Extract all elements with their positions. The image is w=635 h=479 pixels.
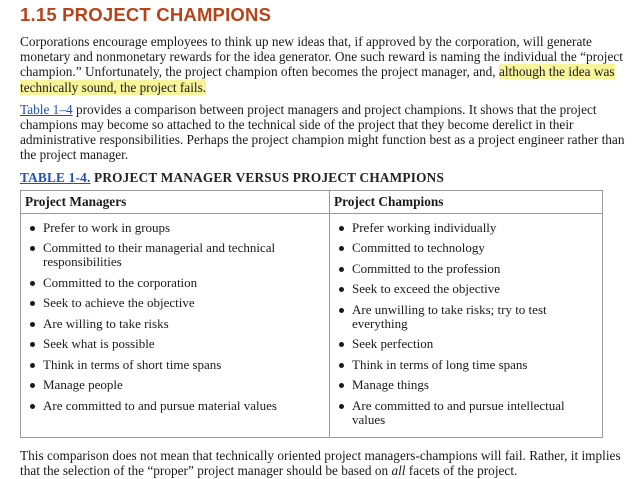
champions-list [330, 214, 602, 438]
comparison-text: provides a comparison between project managers and project champions. It shows that the project champions may become so attached to the technical side of the project that they become derelict in their administrative responsibilities. Perhaps the project champion might function best as a project engineer rather than the project manager. [20, 101, 625, 163]
list-item-text: Prefer to work in groups [43, 219, 171, 235]
list-item-text: Committed to the corporation [43, 274, 198, 290]
list-item-text: Think in terms of short time spans [43, 356, 222, 372]
list-item-text: Seek what is possible [43, 336, 155, 352]
section-title: 1.15 PROJECT CHAMPIONS [20, 4, 272, 25]
list-item-text: Seek to achieve the objective [43, 295, 195, 311]
bullet-icon [30, 342, 35, 347]
list-item-text: Seek perfection [352, 336, 434, 352]
list-item-text: Think in terms of long time spans [352, 356, 528, 372]
conclusion-text-end: facets of the project. [405, 463, 518, 479]
bullet-icon [30, 246, 35, 251]
intro-paragraph [20, 34, 635, 95]
list-item-text: Manage people [43, 377, 123, 393]
header-project-managers: Project Managers [21, 190, 330, 213]
list-item [25, 276, 325, 290]
highlighted-text[interactable]: although the idea was technically sound, the project fails. [20, 64, 615, 95]
list-item [334, 282, 598, 296]
emphasis-text: all [391, 463, 406, 479]
bullet-icon [339, 287, 344, 292]
list-item-text: Committed to the profession [352, 260, 501, 276]
bullet-icon [30, 404, 35, 409]
comparison-paragraph [20, 102, 635, 163]
list-item [25, 221, 325, 235]
bullet-icon [339, 383, 344, 388]
bullet-icon [30, 281, 35, 286]
list-item-text: Are unwilling to take risks; try to test everything [352, 301, 547, 331]
table-1-4-link[interactable]: Table 1–4 [20, 101, 73, 117]
list-item [334, 241, 598, 255]
bullet-icon [30, 322, 35, 327]
bullet-icon [339, 226, 344, 231]
list-item [25, 317, 325, 331]
bullet-icon [339, 342, 344, 347]
list-item [25, 296, 325, 310]
list-item-text: Are committed to and pursue intellectual values [352, 397, 565, 427]
managers-list [21, 214, 329, 424]
list-item [334, 378, 598, 392]
bullet-icon [339, 363, 344, 368]
bullet-icon [30, 363, 35, 368]
table-header-row [21, 190, 603, 213]
champions-cell [330, 213, 603, 438]
list-item [334, 221, 598, 235]
bullet-icon [30, 226, 35, 231]
list-item-text: Committed to technology [352, 240, 485, 256]
table-body-row [21, 213, 603, 438]
list-item-text: Manage things [352, 377, 429, 393]
bullet-icon [339, 308, 344, 313]
comparison-table [20, 190, 603, 439]
list-item [25, 399, 325, 413]
list-item [334, 303, 598, 331]
list-item [25, 241, 325, 269]
list-item [25, 378, 325, 392]
list-item-text: Committed to their managerial and technical responsibilities [43, 240, 276, 270]
list-item-text: Are committed to and pursue material values [43, 397, 277, 413]
list-item [334, 262, 598, 276]
header-project-champions: Project Champions [330, 190, 603, 213]
bullet-icon [339, 267, 344, 272]
list-item-text: Seek to exceed the objective [352, 281, 500, 297]
bullet-icon [30, 383, 35, 388]
list-item [334, 358, 598, 372]
list-item [25, 358, 325, 372]
bullet-icon [339, 246, 344, 251]
bullet-icon [30, 301, 35, 306]
intro-text: Corporations encourage employees to think up new ideas that, if approved by the corporation, will generate monetary and nonmonetary rewards for the idea generator. One such reward is naming the individual the “project champion.” Unfortunately, the project champion often becomes the project manager, and, [20, 34, 623, 80]
managers-cell [21, 213, 330, 438]
conclusion-paragraph [20, 448, 635, 478]
list-item-text: Prefer working individually [352, 219, 497, 235]
list-item [334, 337, 598, 351]
table-caption-text: PROJECT MANAGER VERSUS PROJECT CHAMPIONS [90, 169, 445, 185]
list-item [25, 337, 325, 351]
list-item [334, 399, 598, 427]
table-caption [20, 170, 635, 186]
table-caption-link[interactable]: TABLE 1-4. [20, 169, 91, 185]
conclusion-text: This comparison does not mean that technically oriented project managers-champions will fail. Rather, it implies that the selection of the “proper” project manager should be based on [20, 448, 621, 479]
list-item-text: Are willing to take risks [43, 315, 169, 331]
bullet-icon [339, 404, 344, 409]
